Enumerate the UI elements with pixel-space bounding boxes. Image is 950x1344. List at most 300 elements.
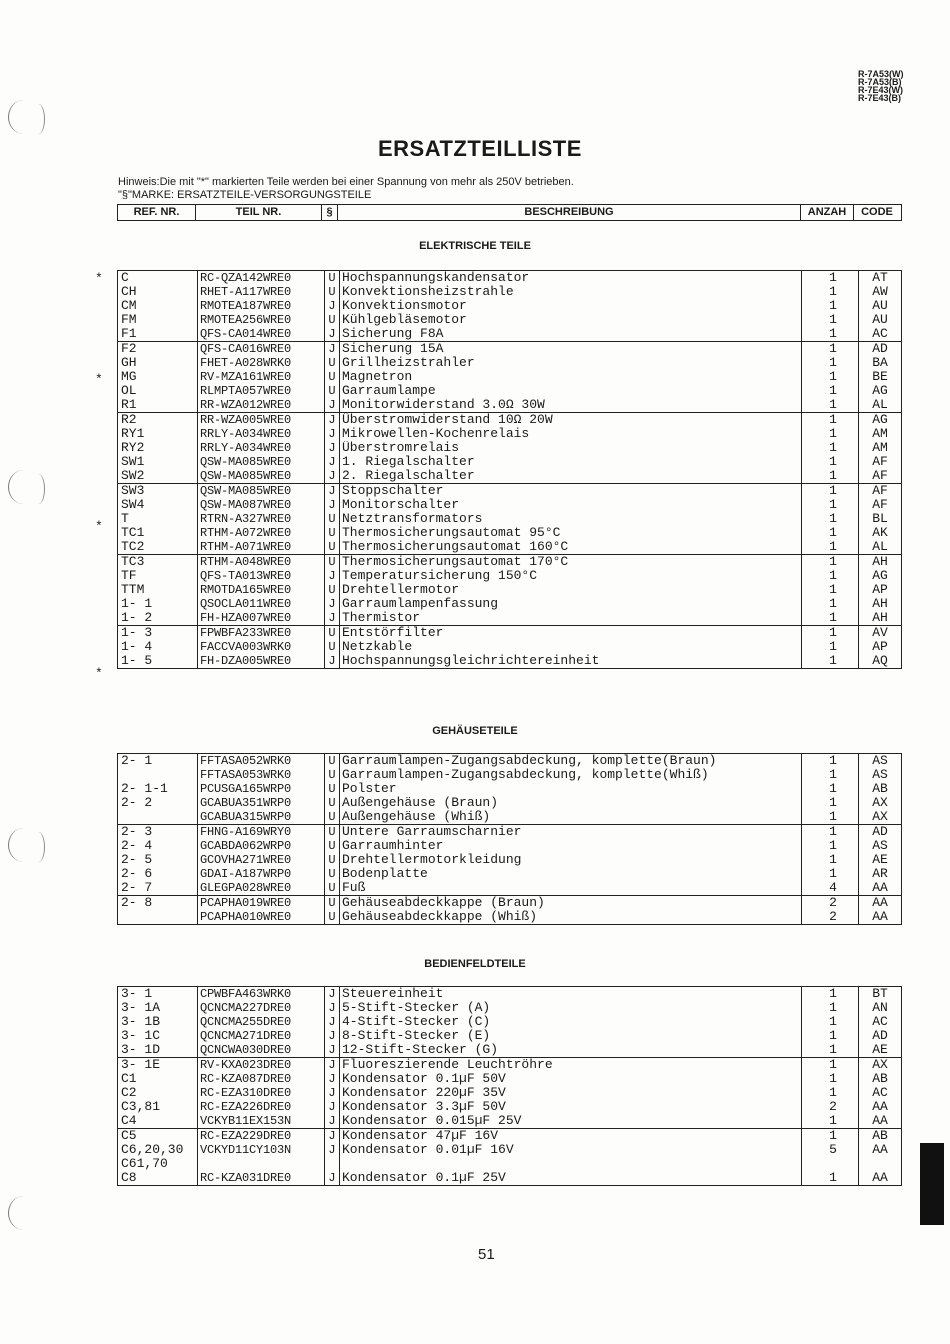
- part-number-cell: GCABDA062WRP0: [198, 839, 325, 853]
- ref-nr-cell: C6,20,30: [118, 1143, 198, 1157]
- part-number-cell: FH-DZA005WRE0: [198, 654, 325, 668]
- quantity-cell: 5: [802, 1143, 859, 1157]
- table-row: [118, 1143, 901, 1157]
- description-cell: Garraumlampen-Zugangsabdeckung, komplette(Whiß): [340, 768, 802, 782]
- price-code-cell: AC: [872, 1015, 888, 1029]
- supply-mark-cell: J: [325, 413, 340, 427]
- ref-nr-cell: 2- 2: [118, 796, 198, 810]
- quantity-cell: 1: [802, 299, 859, 313]
- part-number-cell: PCAPHA019WRE0: [198, 896, 325, 910]
- table-row: [118, 285, 901, 299]
- row-group: [118, 1057, 901, 1128]
- supply-mark-cell: U: [325, 370, 340, 384]
- table-row: [118, 896, 901, 910]
- ref-nr-cell: 1- 5: [118, 654, 198, 668]
- ref-nr-cell: C5: [118, 1129, 198, 1143]
- part-number-cell: QSW-MA085WRE0: [198, 469, 325, 483]
- description-cell: 8-Stift-Stecker (E): [340, 1029, 802, 1043]
- description-cell: Garraumhinter: [340, 839, 802, 853]
- price-code-cell: AH: [872, 555, 888, 569]
- price-code-cell: AG: [872, 413, 888, 427]
- part-number-cell: RR-WZA012WRE0: [198, 398, 325, 412]
- description-cell: Polster: [340, 782, 802, 796]
- part-number-cell: PCAPHA010WRE0: [198, 910, 325, 924]
- price-code-cell: AD: [872, 825, 888, 839]
- table-row: [118, 796, 901, 810]
- quantity-cell: 1: [802, 1114, 859, 1128]
- description-cell: Kondensator 0.015µF 25V: [340, 1114, 802, 1128]
- description-cell: Kühlgebläsemotor: [340, 313, 802, 327]
- model-number: R-7A53(B): [858, 77, 902, 87]
- supply-mark-cell: J: [325, 1029, 340, 1043]
- ref-nr-cell: C: [118, 271, 198, 285]
- part-number-cell: RC-EZA310DRE0: [198, 1086, 325, 1100]
- price-code-cell: AF: [872, 469, 888, 483]
- part-number-cell: RC-EZA226DRE0: [198, 1100, 325, 1114]
- quantity-cell: 1: [802, 285, 859, 299]
- ref-nr-cell: SW1: [118, 455, 198, 469]
- part-number-cell: QCNCMA227DRE0: [198, 1001, 325, 1015]
- part-number-cell: RHET-A117WRE0: [198, 285, 325, 299]
- ref-nr-cell: C2: [118, 1086, 198, 1100]
- part-number-cell: GDAI-A187WRP0: [198, 867, 325, 881]
- ref-nr-cell: C3,81: [118, 1100, 198, 1114]
- supply-mark-cell: U: [325, 768, 340, 782]
- description-cell: Überstromrelais: [340, 441, 802, 455]
- part-number-cell: QSW-MA085WRE0: [198, 484, 325, 498]
- description-cell: Konvektionsmotor: [340, 299, 802, 313]
- description-cell: Außengehäuse (Braun): [340, 796, 802, 810]
- part-number-cell: FHET-A028WRK0: [198, 356, 325, 370]
- price-code-cell: AQ: [872, 654, 888, 668]
- table-row: [118, 640, 901, 654]
- quantity-cell: 1: [802, 1171, 859, 1185]
- description-cell: Kondensator 0.01µF 16V: [340, 1143, 802, 1157]
- quantity-cell: 1: [802, 484, 859, 498]
- row-group: [118, 341, 901, 412]
- row-group: [118, 987, 901, 1057]
- table-row: [118, 839, 901, 853]
- description-cell: Magnetron: [340, 370, 802, 384]
- quantity-cell: 1: [802, 626, 859, 640]
- part-number-cell: GCABUA315WRP0: [198, 810, 325, 824]
- ref-nr-cell: 2- 8: [118, 896, 198, 910]
- description-cell: Konvektionsheizstrahle: [340, 285, 802, 299]
- price-code-cell: AV: [872, 626, 888, 640]
- description-cell: 5-Stift-Stecker (A): [340, 1001, 802, 1015]
- table-row: [118, 810, 901, 824]
- description-cell: Kondensator 0.1µF 25V: [340, 1171, 802, 1185]
- part-number-cell: VCKYD11CY103N: [198, 1143, 325, 1157]
- description-cell: Hochspannungskandensator: [340, 271, 802, 285]
- part-number-cell: RMOTEA256WRE0: [198, 313, 325, 327]
- page-number: 51: [478, 1246, 495, 1263]
- quantity-cell: 1: [802, 313, 859, 327]
- description-cell: Temperatursicherung 150°C: [340, 569, 802, 583]
- part-number-cell: QSW-MA085WRE0: [198, 455, 325, 469]
- ref-nr-cell: SW2: [118, 469, 198, 483]
- row-group: [118, 483, 901, 554]
- price-code-cell: AA: [872, 896, 888, 910]
- part-number-cell: RC-QZA142WRE0: [198, 271, 325, 285]
- model-number: R-7E43(B): [858, 93, 902, 103]
- supply-mark-cell: J: [325, 597, 340, 611]
- ref-nr-cell: RY1: [118, 427, 198, 441]
- supply-mark-cell: J: [325, 1058, 340, 1072]
- quantity-cell: 1: [802, 356, 859, 370]
- part-number-cell: GLEGPA028WRE0: [198, 881, 325, 895]
- price-code-cell: AD: [872, 342, 888, 356]
- ref-nr-cell: MG: [118, 370, 198, 384]
- supply-mark-cell: U: [325, 384, 340, 398]
- part-number-cell: RTRN-A327WRE0: [198, 512, 325, 526]
- supply-mark-cell: U: [325, 540, 340, 554]
- quantity-cell: 1: [802, 413, 859, 427]
- quantity-cell: 1: [802, 1086, 859, 1100]
- quantity-cell: 2: [802, 910, 859, 924]
- price-code-cell: AS: [872, 839, 888, 853]
- description-cell: Netzkable: [340, 640, 802, 654]
- table-row: [118, 1171, 901, 1185]
- ref-nr-cell: GH: [118, 356, 198, 370]
- part-number-cell: QCNCMA271DRE0: [198, 1029, 325, 1043]
- description-cell: 1. Riegalschalter: [340, 455, 802, 469]
- table-row: [118, 782, 901, 796]
- ref-nr-cell: 2- 4: [118, 839, 198, 853]
- description-cell: Monitorwiderstand 3.0Ω 30W: [340, 398, 802, 412]
- part-number-cell: GCABUA351WRP0: [198, 796, 325, 810]
- supply-mark-cell: U: [325, 526, 340, 540]
- part-number-cell: FHNG-A169WRY0: [198, 825, 325, 839]
- table-row: [118, 754, 901, 768]
- table-row: [118, 342, 901, 356]
- row-group: [118, 271, 901, 341]
- section-title: ELEKTRISCHE TEILE: [419, 240, 531, 252]
- part-number-cell: RC-KZA031DRE0: [198, 1171, 325, 1185]
- supply-mark-cell: J: [325, 498, 340, 512]
- table-row: [118, 1100, 901, 1114]
- ref-nr-cell: TF: [118, 569, 198, 583]
- row-group: [118, 554, 901, 625]
- description-cell: 2. Riegalschalter: [340, 469, 802, 483]
- table-row: [118, 1001, 901, 1015]
- description-cell: Stoppschalter: [340, 484, 802, 498]
- quantity-cell: 2: [802, 896, 859, 910]
- price-code-cell: AA: [872, 1143, 888, 1157]
- description-cell: Kondensator 3.3µF 50V: [340, 1100, 802, 1114]
- part-number-cell: [198, 1157, 325, 1171]
- price-code-cell: AK: [872, 526, 888, 540]
- supply-mark-cell: J: [325, 1043, 340, 1057]
- price-code-cell: AG: [872, 569, 888, 583]
- supply-mark-cell: U: [325, 640, 340, 654]
- quantity-cell: 1: [802, 611, 859, 625]
- table-row: [118, 427, 901, 441]
- price-code-cell: AE: [872, 853, 888, 867]
- ref-nr-cell: 1- 4: [118, 640, 198, 654]
- quantity-cell: 1: [802, 1058, 859, 1072]
- part-number-cell: RRLY-A034WRE0: [198, 427, 325, 441]
- quantity-cell: 1: [802, 555, 859, 569]
- quantity-cell: 1: [802, 469, 859, 483]
- ref-nr-cell: C61,70: [118, 1157, 198, 1171]
- description-cell: Fuß: [340, 881, 802, 895]
- description-cell: Thermistor: [340, 611, 802, 625]
- table-row: [118, 484, 901, 498]
- supply-mark-cell: J: [325, 1171, 340, 1185]
- part-number-cell: FFTASA052WRK0: [198, 754, 325, 768]
- ref-nr-cell: 1- 3: [118, 626, 198, 640]
- supply-mark-cell: J: [325, 569, 340, 583]
- ref-nr-cell: R1: [118, 398, 198, 412]
- description-cell: Kondensator 0.1µF 50V: [340, 1072, 802, 1086]
- description-cell: Monitorschalter: [340, 498, 802, 512]
- part-number-cell: CPWBFA463WRK0: [198, 987, 325, 1001]
- price-code-cell: AA: [872, 881, 888, 895]
- supply-mark-cell: U: [325, 754, 340, 768]
- supply-mark-cell: U: [325, 271, 340, 285]
- ref-nr-cell: 2- 3: [118, 825, 198, 839]
- ref-nr-cell: 3- 1A: [118, 1001, 198, 1015]
- description-cell: [340, 1157, 802, 1171]
- price-code-cell: AA: [872, 1114, 888, 1128]
- part-number-cell: QSOCLA011WRE0: [198, 597, 325, 611]
- ref-nr-cell: 2- 7: [118, 881, 198, 895]
- description-cell: 12-Stift-Stecker (G): [340, 1043, 802, 1057]
- ref-nr-cell: F1: [118, 327, 198, 341]
- price-code-cell: AT: [872, 271, 888, 285]
- quantity-cell: 1: [802, 810, 859, 824]
- supply-mark-cell: U: [325, 512, 340, 526]
- supply-mark-cell: U: [325, 626, 340, 640]
- part-number-cell: RMOTDA165WRE0: [198, 583, 325, 597]
- ref-nr-cell: RY2: [118, 441, 198, 455]
- part-number-cell: QFS-CA014WRE0: [198, 327, 325, 341]
- price-code-cell: AX: [872, 1058, 888, 1072]
- price-code-cell: AN: [872, 1001, 888, 1015]
- description-cell: Thermosicherungsautomat 160°C: [340, 540, 802, 554]
- quantity-cell: 1: [802, 867, 859, 881]
- supply-mark-cell: J: [325, 1114, 340, 1128]
- part-number-cell: QSW-MA087WRE0: [198, 498, 325, 512]
- table-row: [118, 271, 901, 285]
- quantity-cell: 1: [802, 455, 859, 469]
- price-code-cell: AH: [872, 597, 888, 611]
- part-number-cell: RV-MZA161WRE0: [198, 370, 325, 384]
- quantity-cell: 1: [802, 796, 859, 810]
- table-row: [118, 498, 901, 512]
- table-row: [118, 987, 901, 1001]
- table-row: [118, 370, 901, 384]
- description-cell: Netztransformators: [340, 512, 802, 526]
- price-code-cell: AX: [872, 796, 888, 810]
- quantity-cell: 2: [802, 1100, 859, 1114]
- price-code-cell: AG: [872, 384, 888, 398]
- price-code-cell: AD: [872, 1029, 888, 1043]
- ref-nr-cell: 3- 1E: [118, 1058, 198, 1072]
- supply-mark-cell: J: [325, 1143, 340, 1157]
- parts-table-housing: [117, 753, 902, 925]
- quantity-cell: 1: [802, 441, 859, 455]
- quantity-cell: 1: [802, 271, 859, 285]
- table-row: [118, 1114, 901, 1128]
- table-row: [118, 881, 901, 895]
- table-row: [118, 825, 901, 839]
- supply-mark-cell: J: [325, 484, 340, 498]
- table-row: [118, 327, 901, 341]
- description-cell: 4-Stift-Stecker (C): [340, 1015, 802, 1029]
- price-code-cell: AH: [872, 611, 888, 625]
- supply-mark-cell: J: [325, 1100, 340, 1114]
- quantity-cell: 1: [802, 654, 859, 668]
- quantity-cell: 1: [802, 640, 859, 654]
- part-number-cell: FACCVA003WRK0: [198, 640, 325, 654]
- description-cell: Garraumlampe: [340, 384, 802, 398]
- description-cell: Steuereinheit: [340, 987, 802, 1001]
- quantity-cell: 1: [802, 853, 859, 867]
- table-row: [118, 526, 901, 540]
- price-code-cell: AE: [872, 1043, 888, 1057]
- high-voltage-marker: *: [95, 372, 103, 388]
- table-row: [118, 1015, 901, 1029]
- ref-nr-cell: C8: [118, 1171, 198, 1185]
- description-cell: Fluoreszierende Leuchtröhre: [340, 1058, 802, 1072]
- price-code-cell: AC: [872, 1086, 888, 1100]
- table-row: [118, 626, 901, 640]
- description-cell: Drehtellermotorkleidung: [340, 853, 802, 867]
- marker-note: "§"MARKE: ERSATZTEILE-VERSORGUNGSTEILE: [118, 189, 372, 201]
- ref-nr-cell: [118, 810, 198, 824]
- row-group: [118, 625, 901, 668]
- price-code-cell: AB: [872, 782, 888, 796]
- part-number-cell: FPWBFA233WRE0: [198, 626, 325, 640]
- table-row: [118, 555, 901, 569]
- part-number-cell: RTHM-A048WRE0: [198, 555, 325, 569]
- description-cell: Gehäuseabdeckkappe (Whiß): [340, 910, 802, 924]
- price-code-cell: AF: [872, 455, 888, 469]
- price-code-cell: AP: [872, 583, 888, 597]
- supply-mark-cell: J: [325, 1072, 340, 1086]
- description-cell: Grillheizstrahler: [340, 356, 802, 370]
- supply-mark-cell: U: [325, 356, 340, 370]
- quantity-cell: 1: [802, 384, 859, 398]
- table-row: [118, 313, 901, 327]
- model-numbers: [858, 70, 904, 102]
- ref-nr-cell: 3- 1: [118, 987, 198, 1001]
- supply-mark-cell: U: [325, 896, 340, 910]
- hint-note: Hinweis:Die mit "*" markierten Teile werden bei einer Spannung von mehr als 250V betrieben.: [118, 176, 574, 188]
- table-header: [117, 204, 902, 221]
- part-number-cell: VCKYB11EX153N: [198, 1114, 325, 1128]
- ref-nr-cell: TC3: [118, 555, 198, 569]
- parts-table-electrical: [117, 270, 902, 669]
- part-number-cell: FFTASA053WRK0: [198, 768, 325, 782]
- table-row: [118, 654, 901, 668]
- table-row: [118, 1157, 901, 1171]
- quantity-cell: 1: [802, 1072, 859, 1086]
- table-row: [118, 853, 901, 867]
- price-code-cell: AF: [872, 498, 888, 512]
- quantity-cell: 1: [802, 1029, 859, 1043]
- price-code-cell: AA: [872, 1171, 888, 1185]
- ref-nr-cell: SW3: [118, 484, 198, 498]
- ref-nr-cell: 3- 1B: [118, 1015, 198, 1029]
- ref-nr-cell: CM: [118, 299, 198, 313]
- quantity-cell: 1: [802, 526, 859, 540]
- table-row: [118, 1043, 901, 1057]
- quantity-cell: 1: [802, 597, 859, 611]
- quantity-cell: 1: [802, 839, 859, 853]
- supply-mark-cell: J: [325, 398, 340, 412]
- table-row: [118, 910, 901, 924]
- supply-mark-cell: U: [325, 881, 340, 895]
- punch-hole-mark: [32, 474, 45, 504]
- price-code-cell: AX: [872, 810, 888, 824]
- row-group: [118, 824, 901, 895]
- quantity-cell: [802, 1157, 859, 1171]
- ref-nr-cell: F2: [118, 342, 198, 356]
- part-number-cell: GCOVHA271WRE0: [198, 853, 325, 867]
- row-group: [118, 895, 901, 924]
- description-cell: Thermosicherungsautomat 95°C: [340, 526, 802, 540]
- supply-mark-cell: U: [325, 555, 340, 569]
- supply-mark-cell: U: [325, 853, 340, 867]
- supply-mark-cell: J: [325, 327, 340, 341]
- ref-nr-cell: C4: [118, 1114, 198, 1128]
- price-code-cell: AL: [872, 540, 888, 554]
- supply-mark-cell: U: [325, 796, 340, 810]
- high-voltage-marker: *: [95, 518, 103, 534]
- part-number-cell: QFS-TA013WRE0: [198, 569, 325, 583]
- description-cell: Außengehäuse (Whiß): [340, 810, 802, 824]
- part-number-cell: PCUSGA165WRP0: [198, 782, 325, 796]
- supply-mark-cell: U: [325, 313, 340, 327]
- model-number: R-7E43(W): [858, 85, 904, 95]
- price-code-cell: AM: [872, 441, 888, 455]
- ref-nr-cell: CH: [118, 285, 198, 299]
- price-code-cell: AF: [872, 484, 888, 498]
- supply-mark-cell: J: [325, 299, 340, 313]
- supply-mark-cell: U: [325, 285, 340, 299]
- ref-nr-cell: TC2: [118, 540, 198, 554]
- header-quantity: ANZAH: [801, 205, 854, 220]
- quantity-cell: 1: [802, 768, 859, 782]
- header-code: CODE: [861, 206, 893, 218]
- ref-nr-cell: 2- 1-1: [118, 782, 198, 796]
- description-cell: Bodenplatte: [340, 867, 802, 881]
- description-cell: Garraumlampenfassung: [340, 597, 802, 611]
- model-number: R-7A53(W): [858, 69, 904, 79]
- price-code-cell: AW: [872, 285, 888, 299]
- ref-nr-cell: 3- 1C: [118, 1029, 198, 1043]
- description-cell: Sicherung F8A: [340, 327, 802, 341]
- price-code-cell: BL: [872, 512, 888, 526]
- header-teil: TEIL NR.: [196, 205, 322, 220]
- part-number-cell: RC-KZA087DRE0: [198, 1072, 325, 1086]
- supply-mark-cell: U: [325, 839, 340, 853]
- description-cell: Kondensator 220µF 35V: [340, 1086, 802, 1100]
- table-row: [118, 299, 901, 313]
- header-description: BESCHREIBUNG: [338, 205, 801, 220]
- table-row: [118, 867, 901, 881]
- part-number-cell: QFS-CA016WRE0: [198, 342, 325, 356]
- part-number-cell: RTHM-A072WRE0: [198, 526, 325, 540]
- supply-mark-cell: J: [325, 427, 340, 441]
- supply-mark-cell: J: [325, 441, 340, 455]
- punch-hole-mark: [8, 1196, 39, 1230]
- ref-nr-cell: OL: [118, 384, 198, 398]
- description-cell: Gehäuseabdeckkappe (Braun): [340, 896, 802, 910]
